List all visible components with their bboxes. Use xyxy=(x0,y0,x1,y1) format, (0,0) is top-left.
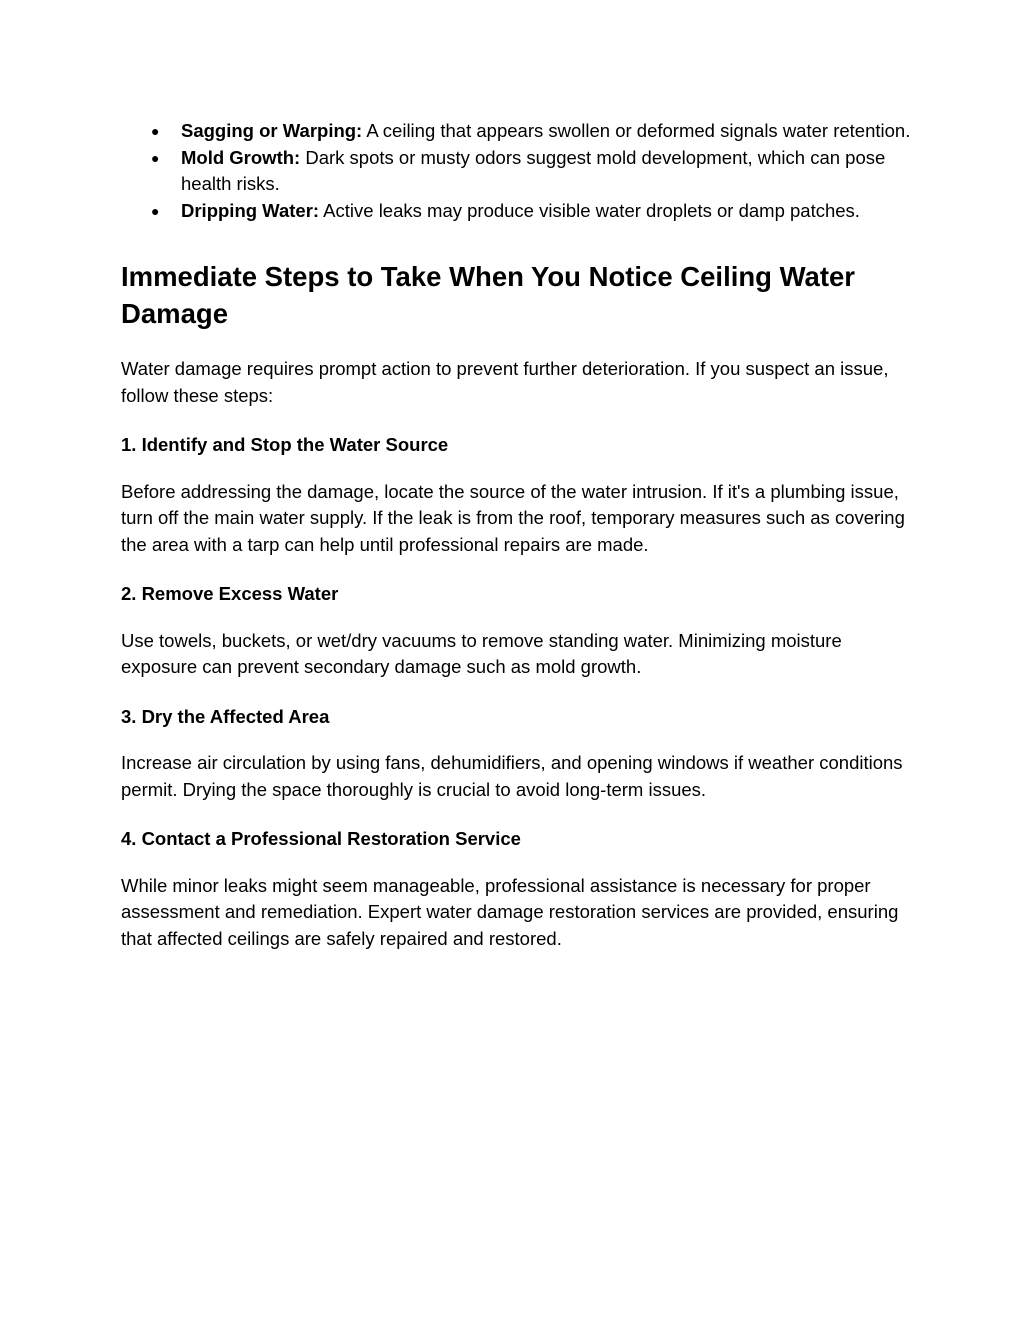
bullet-icon: ● xyxy=(151,202,160,219)
bullet-icon: ● xyxy=(151,149,160,166)
bullet-list xyxy=(121,118,911,224)
bullet-label: Dripping Water: xyxy=(181,199,320,221)
step-2-text: Use towels, buckets, or wet/dry vacuums to remove standing water. Minimizing moisture exposure can prevent secondary damage such as mold growth. xyxy=(121,629,842,677)
step-1-title: 1. Identify and Stop the Water Source xyxy=(121,434,449,455)
step-2-title: 2. Remove Excess Water xyxy=(121,583,339,604)
document-content xyxy=(121,118,911,952)
step-3-title: 3. Dry the Affected Area xyxy=(121,705,330,727)
step-4-text: While minor leaks might seem manageable, professional assistance is necessary for proper assessment and remediation. Expert water damage restoration services are provided, ensuring that affected ceilings are safely repaired and restored. xyxy=(121,874,899,949)
step-3-text: Increase air circulation by using fans, dehumidifiers, and opening windows if weather conditions permit. Drying the space thoroughly is crucial to avoid long-term issues. xyxy=(121,752,903,800)
step-4-title: 4. Contact a Professional Restoration Service xyxy=(121,828,521,849)
list-item xyxy=(121,198,911,225)
bullet-text: A ceiling that appears swollen or deformed signals water retention. xyxy=(362,120,911,141)
intro-paragraph: Water damage requires prompt action to prevent further deterioration. If you suspect an issue, follow these steps: xyxy=(121,358,889,406)
bullet-text: Dark spots or musty odors suggest mold development, which can pose health risks. xyxy=(181,146,886,194)
bullet-label: Mold Growth: xyxy=(181,146,301,168)
list-item xyxy=(121,145,911,198)
bullet-label: Sagging or Warping: xyxy=(181,120,363,141)
section-heading: Immediate Steps to Take When You Notice Ceiling Water Damage xyxy=(121,261,855,329)
bullet-text: Active leaks may produce visible water droplets or damp patches. xyxy=(319,199,860,221)
list-item xyxy=(121,118,911,145)
bullet-icon: ● xyxy=(151,123,160,139)
step-1-text: Before addressing the damage, locate the source of the water intrusion. If it's a plumbing issue, turn off the main water supply. If the leak is from the roof, temporary measures such as covering the area with a tarp can help until professional repairs are made. xyxy=(121,480,905,555)
